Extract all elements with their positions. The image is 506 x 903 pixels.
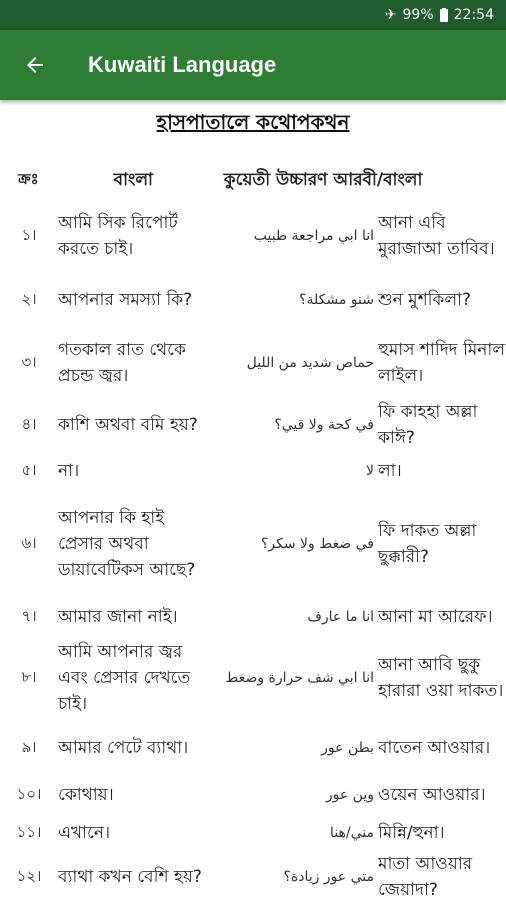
bangla-text: আমি আপনার জ্বর এবং প্রেসার দেখতে চাই। bbox=[58, 642, 191, 714]
row-number: ১২। bbox=[16, 866, 42, 885]
arabic-text: في ضغط ولا سكر؟ bbox=[260, 536, 374, 552]
airplane-icon: ✈ bbox=[384, 7, 397, 23]
arabic-text: شنو مشكلة؟ bbox=[299, 292, 374, 308]
arabic-text: لا bbox=[366, 463, 374, 479]
pronunciation-cell bbox=[218, 820, 506, 846]
bangla-text: গতকাল রাত থেকে প্রচন্ড জ্বর। bbox=[58, 340, 186, 386]
pronunciation-cell bbox=[218, 287, 506, 313]
table-header bbox=[0, 160, 506, 200]
bangla-pronunciation: আনা মা আরেফ। bbox=[378, 607, 493, 627]
bangla-text: না। bbox=[58, 461, 80, 481]
arabic-text: في كحة ولا قيي؟ bbox=[274, 417, 374, 433]
battery-icon bbox=[440, 8, 448, 22]
back-button[interactable] bbox=[0, 30, 70, 100]
pronunciation-cell bbox=[218, 210, 506, 262]
arabic-text: متي عور زيادة؟ bbox=[283, 869, 374, 885]
bangla-pronunciation: বাতেন আওয়ার। bbox=[378, 738, 491, 758]
bangla-text: এখানে। bbox=[58, 823, 111, 843]
bangla-text: আমার জানা নাই। bbox=[58, 607, 178, 627]
arabic-text: بطن عور bbox=[321, 740, 374, 756]
header-bangla: বাংলা bbox=[113, 170, 153, 190]
table-row bbox=[0, 490, 506, 598]
bangla-text: আপনার কি হাই প্রেসার অথবা ডায়াবেটিকস আছে? bbox=[58, 508, 196, 580]
row-number: ৬। bbox=[21, 533, 37, 552]
header-pronunciation: কুয়েতী উচ্চারণ আরবী/বাংলা bbox=[223, 170, 423, 190]
bangla-text: আপনার সমস্যা কি? bbox=[58, 290, 193, 310]
pronunciation-cell bbox=[218, 518, 506, 570]
bangla-pronunciation: হুমাস শাদিদ মিনাল লাইল। bbox=[378, 340, 506, 386]
arabic-text: انا ما عارف bbox=[307, 609, 374, 625]
bangla-text: কোথায়। bbox=[58, 785, 114, 805]
bangla-text: আমার পেটে ব্যাথা। bbox=[58, 738, 189, 758]
clock: 22:54 bbox=[453, 7, 494, 23]
row-number: ১১। bbox=[16, 822, 42, 841]
bangla-pronunciation: লা। bbox=[378, 461, 402, 481]
table-row bbox=[0, 598, 506, 636]
bangla-pronunciation: শুন মুশকিলা? bbox=[378, 290, 472, 310]
table-row bbox=[0, 814, 506, 852]
arabic-text: انا ابي مراجعة طبيب bbox=[253, 228, 374, 244]
table-row bbox=[0, 328, 506, 398]
bangla-pronunciation: আনা আবি ছুকু হারারা ওয়া দাকত। bbox=[378, 655, 504, 701]
arabic-text: انا ابي شف حرارة وضغط bbox=[225, 670, 374, 686]
row-number: ৮। bbox=[21, 667, 37, 686]
table-row bbox=[0, 636, 506, 720]
pronunciation-cell bbox=[218, 735, 506, 761]
table-row bbox=[0, 776, 506, 814]
bangla-pronunciation: ফি কাহহা অল্লা কাঈ? bbox=[378, 402, 478, 448]
table-row bbox=[0, 852, 506, 902]
header-serial: ক্রঃ bbox=[18, 169, 39, 188]
app-title: Kuwaiti Language bbox=[88, 52, 277, 77]
pronunciation-cell bbox=[218, 399, 506, 451]
pronunciation-cell bbox=[218, 652, 506, 704]
bangla-pronunciation: মাতা আওয়ার জেয়াদা? bbox=[378, 854, 473, 900]
table-row bbox=[0, 272, 506, 328]
arabic-text: مني/هنا bbox=[330, 825, 374, 841]
arrow-left-icon bbox=[23, 53, 47, 77]
bangla-text: ব্যাথা কখন বেশি হয়? bbox=[58, 867, 202, 887]
pronunciation-cell bbox=[218, 337, 506, 389]
table-row bbox=[0, 720, 506, 776]
pronunciation-cell bbox=[218, 604, 506, 630]
row-number: ১। bbox=[21, 225, 37, 244]
table-row bbox=[0, 200, 506, 272]
row-number: ২। bbox=[21, 289, 37, 308]
arabic-text: حماص شديد من الليل bbox=[246, 355, 374, 371]
pronunciation-cell bbox=[218, 782, 506, 808]
row-number: ৯। bbox=[21, 737, 37, 756]
bangla-pronunciation: ফি দাকত অল্লা ছুক্কারী? bbox=[378, 521, 477, 567]
bangla-text: আমি সিক রিপোর্ট করতে চাই। bbox=[58, 213, 178, 259]
phrase-table bbox=[0, 160, 506, 902]
table-row bbox=[0, 452, 506, 490]
arabic-text: وين عور bbox=[325, 787, 374, 803]
table-row bbox=[0, 398, 506, 452]
pronunciation-cell bbox=[218, 851, 506, 903]
page-title: হাসপাতালে কথোপকথন bbox=[156, 110, 350, 134]
battery-percent: 99% bbox=[402, 7, 434, 23]
app-bar bbox=[0, 30, 506, 100]
row-number: ৫। bbox=[21, 460, 37, 479]
row-number: ১০। bbox=[16, 784, 42, 803]
status-bar bbox=[0, 0, 506, 30]
row-number: ৭। bbox=[21, 606, 37, 625]
bangla-pronunciation: মিন্নি/হুনা। bbox=[378, 823, 445, 843]
pronunciation-cell bbox=[218, 458, 506, 484]
row-number: ৪। bbox=[21, 414, 37, 433]
bangla-text: কাশি অথবা বমি হয়? bbox=[58, 415, 198, 435]
row-number: ৩। bbox=[21, 352, 37, 371]
bangla-pronunciation: আনা এবি মুরাজাআ তাবিব। bbox=[378, 213, 495, 259]
bangla-pronunciation: ওয়েন আওয়ার। bbox=[378, 785, 486, 805]
